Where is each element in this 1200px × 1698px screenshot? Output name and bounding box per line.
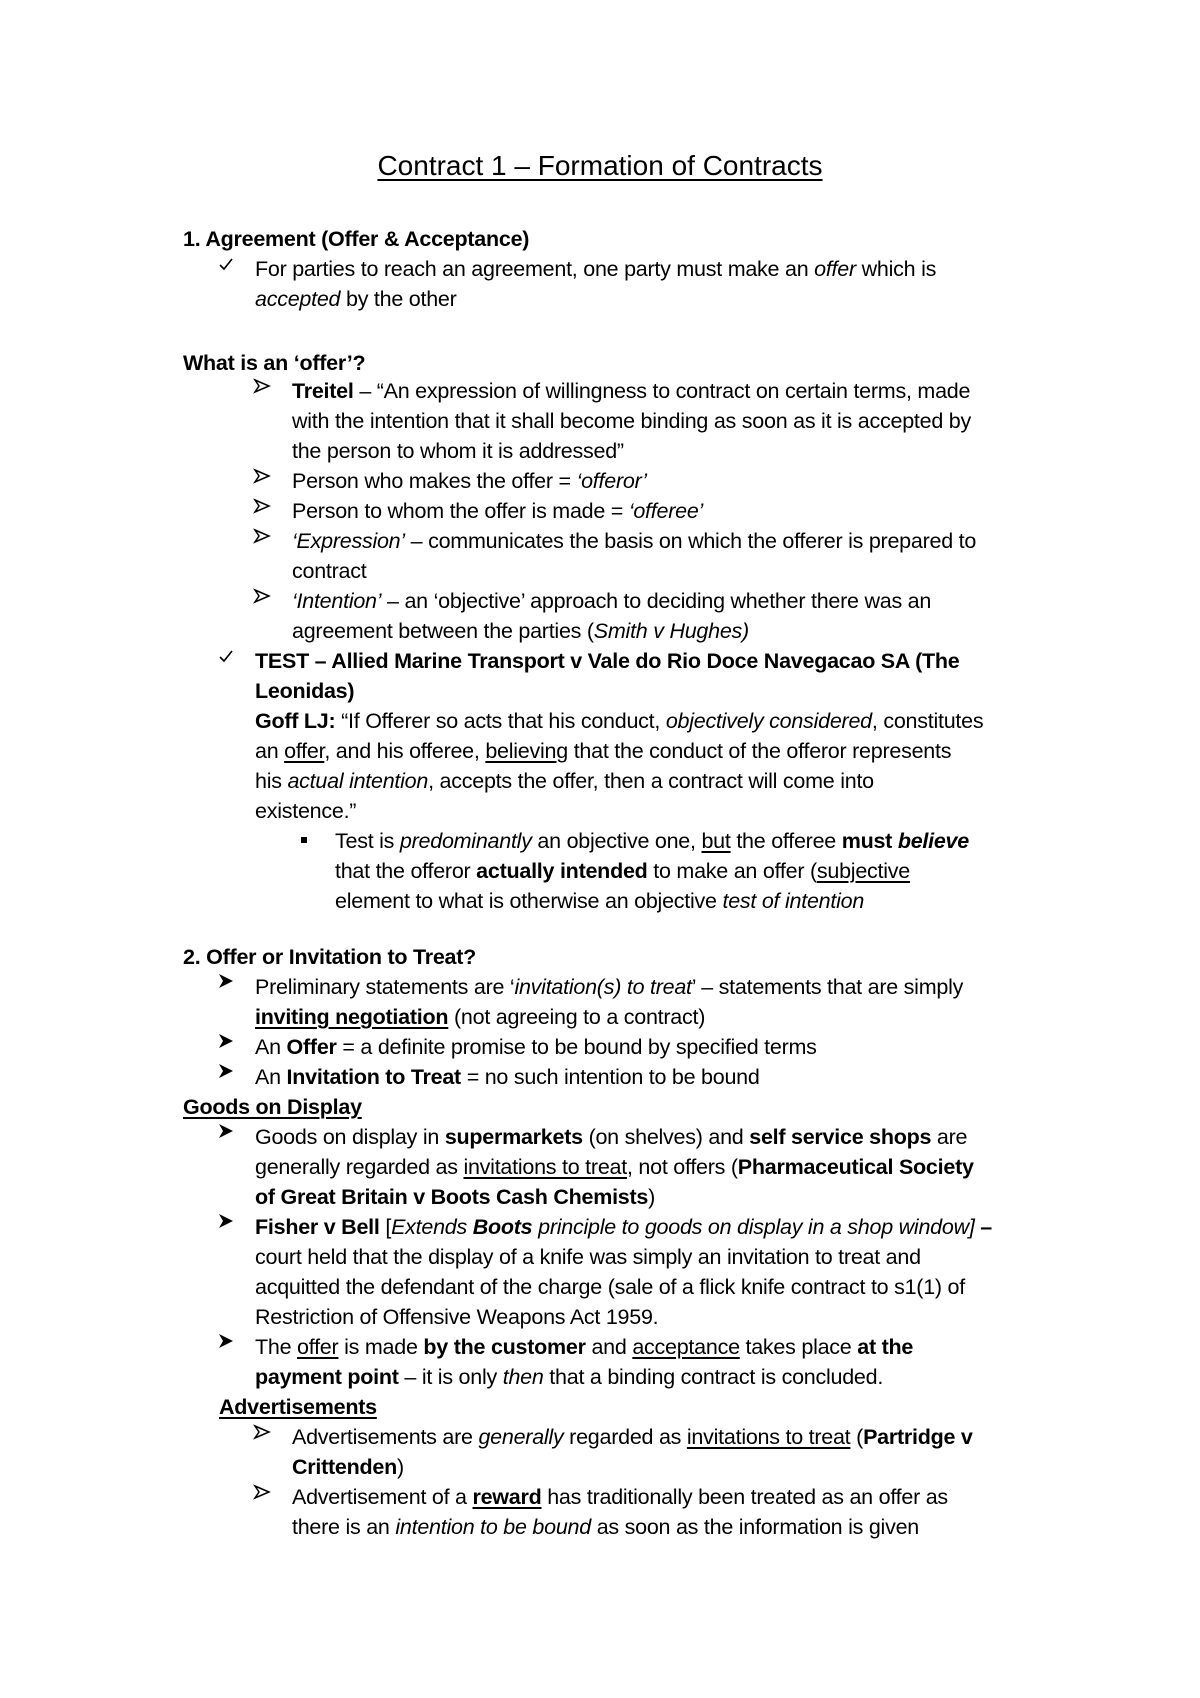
agreement-line-1: For parties to reach an agreement, one party must make an offer which is <box>255 257 937 281</box>
goods-line-2: generally regarded as invitations to treat, not offers (Pharmaceutical Society <box>255 1155 974 1179</box>
treitel-line-2: with the intention that it shall become binding as soon as it is accepted by <box>292 409 971 433</box>
arrow-bullet-icon <box>250 1424 274 1440</box>
arrow-bullet-icon <box>214 1122 238 1140</box>
reward-line-2: there is an intention to be bound as soon as the information is given <box>292 1515 919 1539</box>
fisher-line-3: acquitted the defendant of the charge (sale of a flick knife contract to s1(1) of <box>255 1275 965 1299</box>
goff-line-1: Goff LJ: “If Offerer so acts that his conduct, objectively considered, constitutes <box>255 709 984 733</box>
intention-line-1: ‘Intention’ – an ‘objective’ approach to deciding whether there was an <box>292 589 932 613</box>
ads-line-2: Crittenden) <box>292 1455 404 1479</box>
ads-line-1: Advertisements are generally regarded as invitations to treat (Partridge v <box>292 1425 973 1449</box>
goods-on-display-heading: Goods on Display <box>183 1095 362 1119</box>
arrow-bullet-icon <box>214 1062 238 1080</box>
arrow-bullet-icon <box>250 378 274 394</box>
fisher-line-1: Fisher v Bell [Extends Boots principle to goods on display in a shop window] – <box>255 1215 993 1239</box>
arrow-bullet-icon <box>214 1032 238 1050</box>
arrow-bullet-icon <box>250 468 274 484</box>
arrow-bullet-icon <box>250 588 274 604</box>
payment-line-1: The offer is made by the customer and acceptance takes place at the <box>255 1335 914 1359</box>
arrow-bullet-icon <box>214 972 238 990</box>
preliminary-line-1: Preliminary statements are ‘invitation(s) to treat’ – statements that are simply <box>255 975 964 999</box>
test-note-line-2: that the offeror actually intended to make an offer (subjective <box>335 859 910 883</box>
fisher-line-2: court held that the display of a knife was simply an invitation to treat and <box>255 1245 921 1269</box>
offeree-definition: Person to whom the offer is made = ‘offeree’ <box>292 499 704 523</box>
preliminary-line-2: inviting negotiation (not agreeing to a contract) <box>255 1005 706 1029</box>
section-2-heading: 2. Offer or Invitation to Treat? <box>183 945 477 969</box>
fisher-line-4: Restriction of Offensive Weapons Act 1959. <box>255 1305 659 1329</box>
treitel-line-1: Treitel – “An expression of willingness to contract on certain terms, made <box>292 379 971 403</box>
offer-definition: An Offer = a definite promise to be bound by specified terms <box>255 1035 817 1059</box>
goods-line-3: of Great Britain v Boots Cash Chemists) <box>255 1185 656 1209</box>
what-is-offer-heading: What is an ‘offer’? <box>183 351 366 375</box>
test-line-1: TEST – Allied Marine Transport v Vale do Rio Doce Navegacao SA (The <box>255 649 960 673</box>
arrow-bullet-icon <box>214 1332 238 1350</box>
goff-line-4: existence.” <box>255 799 357 823</box>
intention-line-2: agreement between the parties (Smith v Hughes) <box>292 619 749 643</box>
reward-line-1: Advertisement of a reward has traditionally been treated as an offer as <box>292 1485 948 1509</box>
goff-line-2: an offer, and his offeree, believing that the conduct of the offeror represents <box>255 739 952 763</box>
square-bullet-icon <box>292 826 316 856</box>
expression-line-1: ‘Expression’ – communicates the basis on which the offerer is prepared to <box>292 529 977 553</box>
payment-line-2: payment point – it is only then that a binding contract is concluded. <box>255 1365 884 1389</box>
arrow-bullet-icon <box>250 498 274 514</box>
arrow-bullet-icon <box>250 1484 274 1500</box>
expression-line-2: contract <box>292 559 367 583</box>
check-icon <box>214 648 238 664</box>
test-line-2: Leonidas) <box>255 679 355 703</box>
arrow-bullet-icon <box>250 528 274 544</box>
goff-line-3: his actual intention, accepts the offer, then a contract will come into <box>255 769 874 793</box>
advertisements-heading: Advertisements <box>219 1395 377 1419</box>
check-icon <box>214 256 238 272</box>
arrow-bullet-icon <box>214 1212 238 1230</box>
section-1-heading: 1. Agreement (Offer & Acceptance) <box>183 227 530 251</box>
treitel-line-3: the person to whom it is addressed” <box>292 439 624 463</box>
page-title: Contract 1 – Formation of Contracts <box>377 150 823 181</box>
offeror-definition: Person who makes the offer = ‘offeror’ <box>292 469 647 493</box>
goods-line-1: Goods on display in supermarkets (on shelves) and self service shops are <box>255 1125 968 1149</box>
invitation-definition: An Invitation to Treat = no such intention to be bound <box>255 1065 760 1089</box>
test-note-line-3: element to what is otherwise an objective test of intention <box>335 889 865 913</box>
agreement-line-2: accepted by the other <box>255 287 457 311</box>
test-note-line-1: Test is predominantly an objective one, but the offeree must believe <box>335 829 969 853</box>
